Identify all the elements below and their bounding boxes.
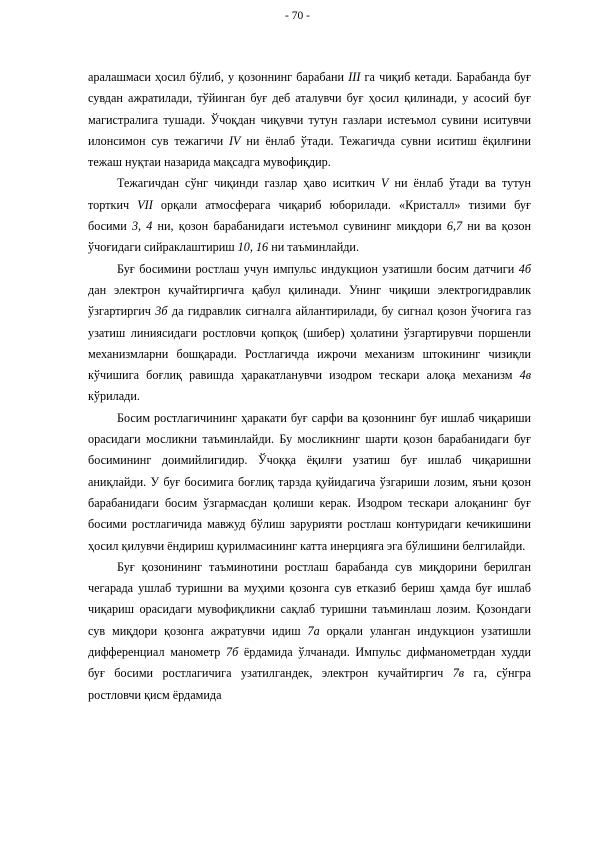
italic-reference: 6,7	[446, 219, 463, 234]
paragraph-text: ни таъминлайди.	[268, 240, 360, 255]
paragraph-text: ни ва қозон ўчоғидаги сийраклаштириш	[88, 219, 532, 255]
italic-reference: 3, 4	[131, 219, 153, 234]
paragraph-text: да гидравлик сигналга айлантирилади, бу сигнал қозон ўчоғига газ узатиш линиясидаги ростловчи қопқоқ (шибер) ҳолатини ўзгартирувчи поршенли механизмларни бошқаради. Ростлагичда ижрочи механизм штокининг чизиқли кўчишига боғлиқ равишда ҳаракатланувчи изодром тескари алоқа механизм	[88, 304, 532, 383]
paragraph-text: орқали уланган индукцион узатишли дифференциал манометр	[88, 623, 531, 660]
paragraph-text: ни ёнлаб ўтади. Тежагичда сувни иситиш ёқилғини тежаш нуқтаи назарида мақсадга мувофиқдир.	[88, 133, 531, 170]
paragraph-text: ни, қозон барабанидаги истеъмол сувининг миқдори	[152, 219, 447, 234]
paragraph-text: ни ёнлаб ўтади ва тутун торткич	[88, 176, 531, 212]
italic-reference: 7б	[225, 645, 239, 660]
paragraph-text: га чиқиб кетади. Барабанда буғ сувдан ажратилади, тўйинган буғ деб аталувчи буғ ҳосил қилинади, у асосий буғ магистралига тушади. Ўчоқдан чиқувчи тутун газлари истеъмол сувини иситувчи илонсимон сув тежагичи	[88, 70, 531, 148]
paragraph	[88, 67, 531, 173]
paragraph	[88, 408, 531, 557]
italic-reference: 7а	[307, 623, 320, 638]
paragraph	[88, 557, 531, 706]
paragraph-text: аралашмаси ҳосил бўлиб, у қозоннинг барабани	[88, 70, 349, 84]
document-body	[88, 67, 531, 706]
italic-reference: 4в	[519, 368, 531, 383]
italic-reference: 10, 16	[237, 240, 269, 255]
paragraph-text: дан электрон кучайтиргичга қабул қилинади. Унинг чиқиши электрогидравлик ўзгартиргич	[88, 282, 531, 319]
italic-reference: IV	[229, 133, 241, 148]
italic-reference: 7в	[452, 666, 465, 681]
paragraph-text: га, сўнгра ростловчи қисм ёрдамида	[88, 666, 531, 702]
italic-reference: VII	[137, 197, 153, 212]
paragraph-text: Буғ босимини ростлаш учун импульс индукцион узатишли босим датчиги	[117, 261, 519, 276]
italic-reference: V	[380, 176, 389, 191]
paragraph	[88, 259, 531, 408]
page-number: - 70 -	[285, 10, 310, 22]
paragraph-text: Тежагичдан сўнг чиқинди газлар ҳаво иситкич	[117, 176, 381, 191]
italic-reference: 3б	[155, 304, 168, 319]
paragraph-text: ёрдамида ўлчанади. Импульс дифманометрдан худди буғ босими ростлагичига узатилгандек, электрон кучайтиргич	[88, 645, 531, 681]
paragraph-text: орқали атмосферага чиқариб юборилади. «Кристалл» тизими буғ босими	[88, 197, 531, 234]
paragraph-text: Буғ қозонининг таъминотини ростлаш барабанда сув миқдорини берилган чегарада ушлаб туришни ва муҳими қозонга сув етказиб бериш ҳамда буғ ишлаб чиқариш орасидаги мувофиқликни сақлаб туришни таъминлаш лозим. Қозондаги сув миқдори қозонга ажратувчи идиш	[88, 559, 531, 638]
italic-reference: III	[348, 70, 361, 84]
paragraph	[88, 173, 531, 258]
italic-reference: 4б	[518, 261, 531, 276]
paragraph-text: Босим ростлагичининг ҳаракати буғ сарфи ва қозоннинг буғ ишлаб чиқариши орасидаги мосликни таъминлайди. Бу мосликнинг шарти қозон барабанидаги буғ босимининг доимийлигидир. Ўчоққа ёқилғи узатиш буғ ишлаб чиқаришни аниқлайди. У буғ босимига боғлиқ тарзда қуйидагича ўзгариши лозим, яъни қозон барабанидаги босим ўзгармасдан қолиши керак. Изодром тескари алоқанинг буғ босими ростлагичида мавжуд бўлиш зарурияти ростлаш контуридаги кечикишини ҳосил қилувчи ёндириш қурилмасининг катта инерцияга эга бўлишини белгилайди.	[88, 410, 531, 553]
paragraph-text: кўрилади.	[88, 389, 140, 404]
